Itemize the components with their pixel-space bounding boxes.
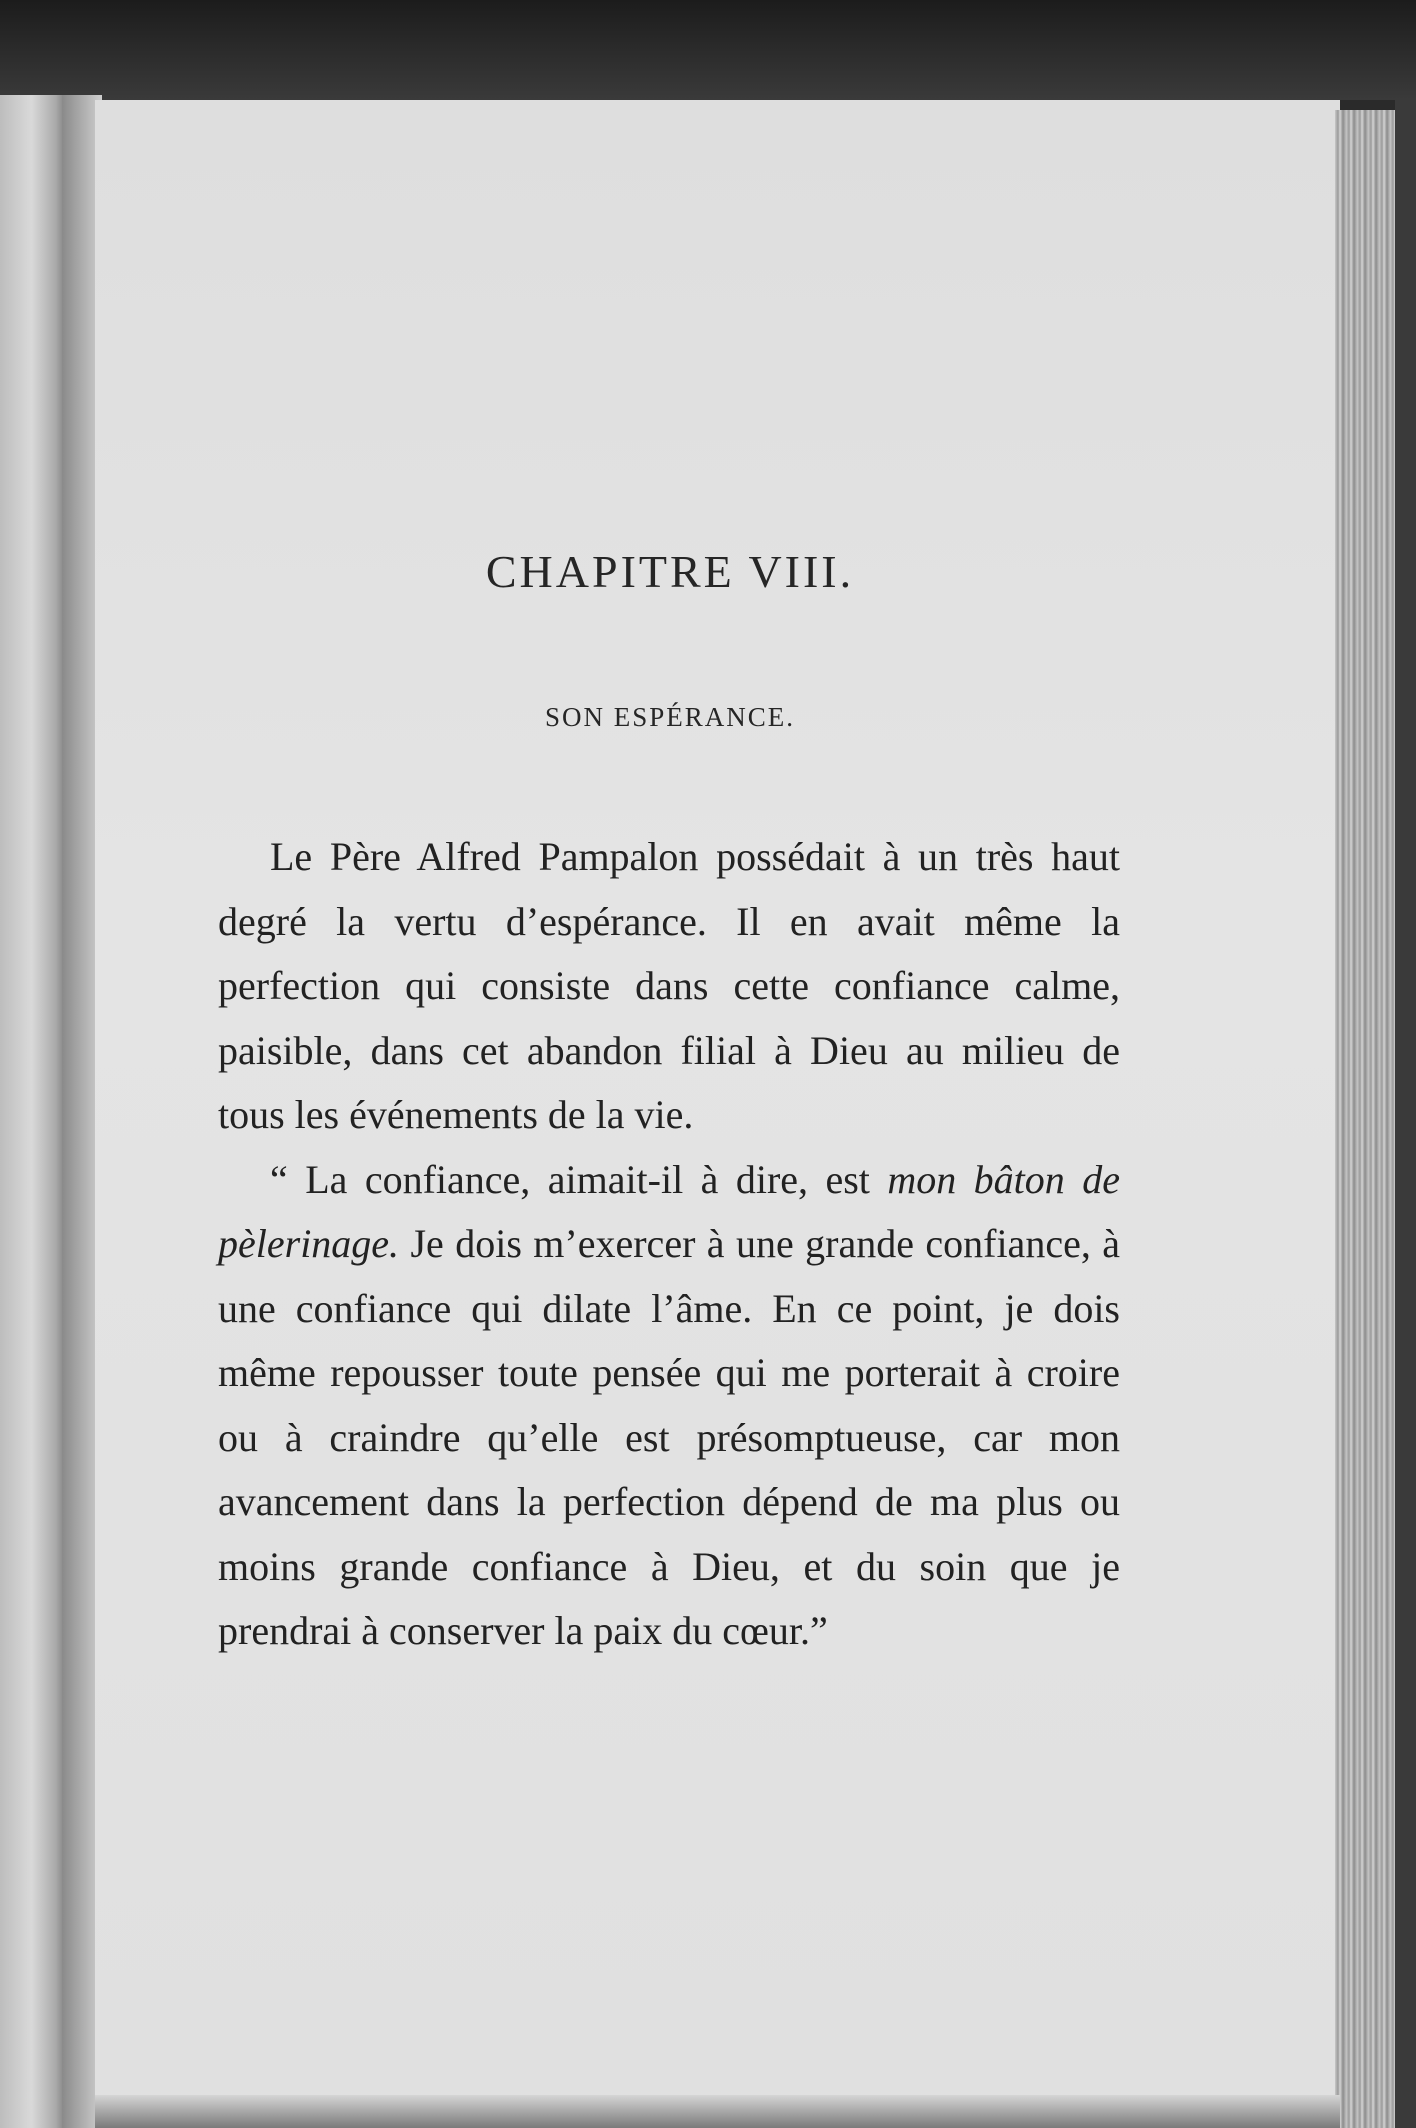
- chapter-subtitle: SON ESPÉRANCE.: [544, 702, 796, 732]
- facing-page-edge: [0, 95, 70, 2128]
- quote-italic-phrase: mon bâton de pèlerinage.: [218, 1156, 1120, 1266]
- paragraph-1: Le Père Alfred Pampalon possédait à un très haut degré la vertu d’espérance. Il en avait même la perfection qui consiste dans cette confiance calme, paisible, dans cet abandon filial à Dieu au milieu de tous les événements de la vie.: [218, 834, 1120, 1137]
- body-text: [218, 825, 1120, 1664]
- quote-text-start: “ La confiance, aimait-il à dire, est: [270, 1156, 888, 1202]
- scan-background-right: [1395, 100, 1416, 2128]
- chapter-title: CHAPITRE VIII.: [485, 546, 855, 597]
- quote-text-end: Je dois m’exercer à une grande confiance, à une confiance qui dilate l’âme. En ce point, je dois même repousser toute pensée qui me porterait à croire ou à craindre qu’elle est présomptueuse, car mon avancement dans la perfection dépend de ma plus ou moins grande confiance à Dieu, et du soin que je prendrai à conserver la paix du cœur.”: [218, 1221, 1120, 1653]
- scan-background-top: [0, 0, 1416, 100]
- page-bottom-shadow: [95, 2095, 1340, 2128]
- paragraph-2: [218, 1148, 1120, 1664]
